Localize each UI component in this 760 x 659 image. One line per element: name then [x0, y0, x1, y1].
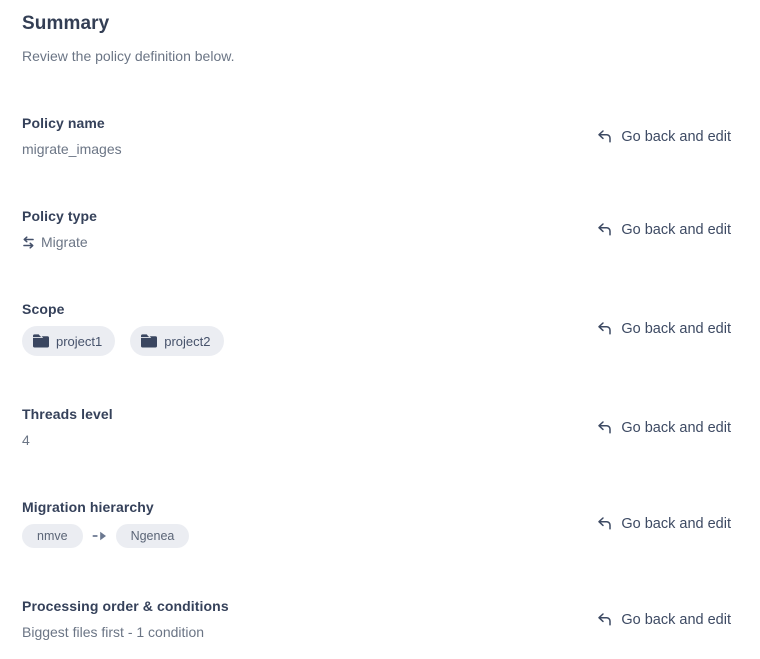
hierarchy-chip-ngenea: Ngenea — [116, 524, 190, 548]
return-arrow-icon — [596, 611, 613, 628]
page-subtitle: Review the policy definition below. — [22, 48, 235, 64]
policy-type-label: Policy type — [22, 208, 98, 224]
swap-arrows-icon — [22, 236, 35, 249]
policy-name-label: Policy name — [22, 115, 105, 131]
folder-icon — [33, 334, 49, 348]
arrow-right-icon — [92, 531, 107, 541]
scope-chip-row — [22, 326, 224, 356]
scope-chip-project2 — [130, 326, 223, 356]
section-scope — [22, 301, 731, 356]
edit-link-label: Go back and edit — [621, 320, 731, 337]
go-back-edit-scope[interactable] — [596, 320, 731, 337]
go-back-edit-migration-hierarchy[interactable] — [596, 515, 731, 532]
section-threads-level — [22, 406, 731, 449]
return-arrow-icon — [596, 320, 613, 337]
policy-name-value: migrate_images — [22, 141, 122, 157]
scope-chip-label: project1 — [56, 333, 103, 349]
hierarchy-chip-row — [22, 524, 189, 548]
policy-type-value — [22, 233, 97, 251]
return-arrow-icon — [596, 419, 613, 436]
edit-link-label: Go back and edit — [621, 221, 731, 238]
hierarchy-chip-nmve: nmve — [22, 524, 83, 548]
policy-type-text: Migrate — [41, 234, 88, 250]
go-back-edit-policy-name[interactable] — [596, 128, 731, 145]
return-arrow-icon — [596, 221, 613, 238]
threads-level-label: Threads level — [22, 406, 113, 422]
go-back-edit-policy-type[interactable] — [596, 221, 731, 238]
edit-link-label: Go back and edit — [621, 611, 731, 628]
processing-order-value: Biggest files first - 1 condition — [22, 624, 205, 640]
return-arrow-icon — [596, 515, 613, 532]
go-back-edit-processing-order[interactable] — [596, 611, 731, 628]
scope-chip-project1 — [22, 326, 115, 356]
section-policy-type — [22, 208, 731, 251]
return-arrow-icon — [596, 128, 613, 145]
scope-label: Scope — [22, 301, 65, 317]
edit-link-label: Go back and edit — [621, 128, 731, 145]
edit-link-label: Go back and edit — [621, 419, 731, 436]
section-processing-order — [22, 598, 731, 641]
section-migration-hierarchy — [22, 499, 731, 548]
edit-link-label: Go back and edit — [621, 515, 731, 532]
processing-order-label: Processing order & conditions — [22, 598, 229, 614]
folder-icon — [141, 334, 157, 348]
go-back-edit-threads-level[interactable] — [596, 419, 731, 436]
threads-level-value: 4 — [22, 432, 30, 448]
page-title: Summary — [22, 13, 110, 34]
migration-hierarchy-label: Migration hierarchy — [22, 499, 154, 515]
scope-chip-label: project2 — [164, 333, 211, 349]
section-policy-name — [22, 115, 731, 158]
